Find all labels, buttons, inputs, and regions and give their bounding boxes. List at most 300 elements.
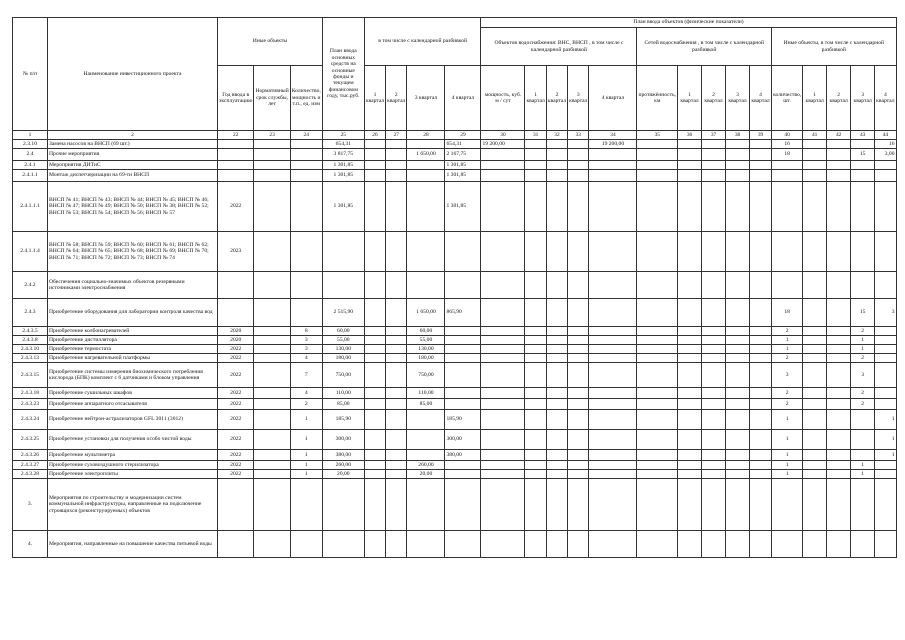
row-number-cell: 2.4 <box>13 149 48 161</box>
value-cell <box>481 531 525 558</box>
value-cell <box>702 430 726 450</box>
value-cell: 1 301,85 <box>322 161 364 170</box>
value-cell <box>218 531 254 558</box>
value-cell <box>481 149 525 161</box>
value-cell <box>364 450 385 461</box>
value-cell <box>254 388 290 399</box>
value-cell <box>407 232 445 272</box>
value-cell <box>851 531 875 558</box>
value-cell: 55,00 <box>407 336 445 345</box>
value-cell <box>827 149 851 161</box>
value-cell <box>386 182 407 232</box>
value-cell <box>750 299 772 327</box>
table-row <box>13 182 897 232</box>
value-cell <box>637 470 678 479</box>
value-cell <box>290 299 322 327</box>
project-name-cell: Приобретение мультиметра <box>48 450 218 461</box>
value-cell <box>407 170 445 182</box>
column-number: 39 <box>750 131 772 140</box>
value-cell <box>525 531 546 558</box>
value-cell <box>772 161 803 170</box>
value-cell <box>546 470 567 479</box>
value-cell: 2 <box>772 388 803 399</box>
value-cell <box>364 149 385 161</box>
value-cell <box>568 399 589 410</box>
value-cell <box>254 461 290 470</box>
value-cell <box>445 232 481 272</box>
value-cell: 654,31 <box>322 140 364 149</box>
value-cell <box>568 149 589 161</box>
project-name-cell: Приобретение системы измерения биохимического потребления кислорода (БПК) комплект с 6 датчиками и блоком управления <box>48 363 218 388</box>
value-cell: 2022 <box>218 363 254 388</box>
value-cell: 15 <box>851 149 875 161</box>
value-cell: 2022 <box>218 354 254 363</box>
value-cell: 20,00 <box>407 470 445 479</box>
value-cell <box>827 531 851 558</box>
value-cell <box>827 345 851 354</box>
column-number: 34 <box>589 131 637 140</box>
value-cell <box>290 140 322 149</box>
value-cell <box>875 388 896 399</box>
value-cell <box>407 140 445 149</box>
table-row <box>13 479 897 531</box>
value-cell <box>218 170 254 182</box>
value-cell <box>726 140 750 149</box>
value-cell <box>445 479 481 531</box>
value-cell <box>364 363 385 388</box>
value-cell <box>254 430 290 450</box>
value-cell <box>525 327 546 336</box>
header-other-q2: 2 квартал <box>827 66 851 131</box>
value-cell: 2 <box>851 399 875 410</box>
value-cell <box>637 140 678 149</box>
header-net-q4: 4 квартал <box>750 66 772 131</box>
column-number: 40 <box>772 131 803 140</box>
value-cell <box>568 161 589 170</box>
project-name-cell: Приобретение колбонагревателей <box>48 327 218 336</box>
header-q2: 2 квартал <box>386 66 407 131</box>
value-cell <box>445 336 481 345</box>
value-cell <box>386 410 407 430</box>
value-cell <box>589 149 637 161</box>
value-cell <box>364 345 385 354</box>
value-cell <box>726 531 750 558</box>
value-cell <box>386 388 407 399</box>
value-cell <box>637 531 678 558</box>
value-cell: 1 <box>290 410 322 430</box>
value-cell <box>750 470 772 479</box>
value-cell <box>546 450 567 461</box>
value-cell <box>254 170 290 182</box>
value-cell <box>254 470 290 479</box>
value-cell <box>364 232 385 272</box>
value-cell <box>702 149 726 161</box>
value-cell <box>750 161 772 170</box>
value-cell <box>386 140 407 149</box>
project-name-cell: Приобретение термостата <box>48 345 218 354</box>
value-cell <box>637 182 678 232</box>
header-network-objects: Сетей водоснабжения , в том числе с календарной разбивкой <box>637 28 772 66</box>
value-cell <box>803 461 827 470</box>
value-cell: 16 <box>875 140 896 149</box>
value-cell <box>637 232 678 272</box>
column-number: 38 <box>726 131 750 140</box>
header-water-q3: 3 квартал <box>568 66 589 131</box>
table-row <box>13 327 897 336</box>
value-cell: 1 <box>772 470 803 479</box>
value-cell <box>589 327 637 336</box>
value-cell <box>678 430 702 450</box>
column-numbers-row <box>13 131 897 140</box>
column-number: 22 <box>218 131 254 140</box>
value-cell <box>364 272 385 299</box>
value-cell <box>702 161 726 170</box>
value-cell: 300,00 <box>322 430 364 450</box>
value-cell <box>568 388 589 399</box>
value-cell <box>386 272 407 299</box>
value-cell <box>678 345 702 354</box>
value-cell <box>525 388 546 399</box>
value-cell <box>678 327 702 336</box>
value-cell <box>525 461 546 470</box>
value-cell <box>875 531 896 558</box>
table-row <box>13 272 897 299</box>
value-cell <box>772 479 803 531</box>
value-cell <box>803 354 827 363</box>
value-cell: 1 <box>772 410 803 430</box>
header-quantity: Количество, мощность и т.п., ед. изм <box>290 66 322 131</box>
value-cell <box>637 272 678 299</box>
header-other-q1: 1 квартал <box>803 66 827 131</box>
row-number-cell: 2.4.3.5 <box>13 327 48 336</box>
value-cell <box>407 430 445 450</box>
value-cell <box>546 430 567 450</box>
value-cell <box>875 399 896 410</box>
header-length: протяжённость, км <box>637 66 678 131</box>
value-cell <box>678 399 702 410</box>
value-cell <box>364 479 385 531</box>
value-cell <box>851 161 875 170</box>
value-cell <box>364 327 385 336</box>
value-cell <box>678 461 702 470</box>
value-cell <box>827 461 851 470</box>
value-cell <box>702 140 726 149</box>
value-cell <box>525 182 546 232</box>
value-cell <box>702 399 726 410</box>
value-cell <box>637 410 678 430</box>
value-cell <box>726 461 750 470</box>
value-cell <box>525 450 546 461</box>
value-cell <box>726 354 750 363</box>
value-cell <box>726 479 750 531</box>
value-cell <box>726 345 750 354</box>
value-cell <box>481 299 525 327</box>
value-cell <box>386 354 407 363</box>
column-number: 28 <box>407 131 445 140</box>
value-cell <box>827 232 851 272</box>
value-cell <box>637 450 678 461</box>
value-cell <box>386 363 407 388</box>
value-cell <box>364 140 385 149</box>
table-row <box>13 430 897 450</box>
value-cell <box>750 430 772 450</box>
value-cell <box>546 170 567 182</box>
value-cell <box>290 149 322 161</box>
project-name-cell: Замена насосов на ВНСП (69 шт.) <box>48 140 218 149</box>
value-cell: 1 <box>851 470 875 479</box>
value-cell <box>750 363 772 388</box>
value-cell: 3 817,75 <box>322 149 364 161</box>
value-cell <box>386 336 407 345</box>
value-cell <box>386 399 407 410</box>
table-row <box>13 461 897 470</box>
value-cell <box>546 410 567 430</box>
value-cell <box>726 470 750 479</box>
value-cell <box>386 450 407 461</box>
header-plan-objects: План ввода объектов (физические показатели) <box>481 18 896 28</box>
value-cell <box>254 140 290 149</box>
value-cell <box>637 399 678 410</box>
value-cell: 1 <box>290 470 322 479</box>
value-cell: 60,00 <box>322 327 364 336</box>
value-cell <box>254 299 290 327</box>
value-cell <box>254 450 290 461</box>
column-number: 25 <box>322 131 364 140</box>
project-name-cell: Приобретение оборудования для лаборатории контроля качества вод <box>48 299 218 327</box>
value-cell <box>546 345 567 354</box>
value-cell <box>525 479 546 531</box>
value-cell <box>525 470 546 479</box>
value-cell <box>827 170 851 182</box>
value-cell <box>851 430 875 450</box>
value-cell: 7 <box>290 363 322 388</box>
value-cell <box>589 388 637 399</box>
value-cell <box>726 299 750 327</box>
value-cell <box>218 299 254 327</box>
value-cell <box>481 336 525 345</box>
value-cell: 60,00 <box>407 327 445 336</box>
value-cell <box>803 336 827 345</box>
value-cell <box>875 232 896 272</box>
value-cell <box>407 161 445 170</box>
project-name-cell: ВНСП № 58; ВНСП № 59; ВНСП № 60; ВНСП № 61; ВНСП № 62; ВНСП № 64; ВНСП № 65; ВНСП № 68; ВНСП № 69; ВНСП № 70; ВНСП № 71; ВНСП № 72; ВНСП № 73; ВНСП № 74 <box>48 232 218 272</box>
value-cell: 2 167,75 <box>445 149 481 161</box>
value-cell <box>772 272 803 299</box>
value-cell <box>678 232 702 272</box>
value-cell: 260,00 <box>322 461 364 470</box>
value-cell <box>568 531 589 558</box>
value-cell: 15 <box>851 299 875 327</box>
value-cell <box>386 430 407 450</box>
value-cell <box>803 450 827 461</box>
value-cell <box>875 461 896 470</box>
project-name-cell: Прочие мероприятия <box>48 149 218 161</box>
value-cell <box>481 170 525 182</box>
value-cell <box>525 363 546 388</box>
value-cell <box>702 272 726 299</box>
value-cell: 865,90 <box>445 299 481 327</box>
value-cell <box>568 470 589 479</box>
value-cell <box>407 272 445 299</box>
value-cell <box>875 479 896 531</box>
value-cell <box>750 327 772 336</box>
table-row <box>13 140 897 149</box>
value-cell <box>254 161 290 170</box>
value-cell <box>364 399 385 410</box>
value-cell <box>875 470 896 479</box>
table-row <box>13 299 897 327</box>
header-other-by-quarter: Иные объекты, в том числе с календарной разбивкой <box>772 28 896 66</box>
value-cell <box>546 272 567 299</box>
value-cell <box>254 272 290 299</box>
value-cell: 380,00 <box>322 450 364 461</box>
value-cell <box>851 410 875 430</box>
value-cell: 3 <box>851 363 875 388</box>
value-cell <box>803 182 827 232</box>
value-cell: 110,00 <box>322 388 364 399</box>
row-number-cell: 2.4.3.25 <box>13 430 48 450</box>
table-row <box>13 399 897 410</box>
value-cell <box>678 354 702 363</box>
value-cell <box>875 363 896 388</box>
value-cell <box>678 410 702 430</box>
column-number: 32 <box>546 131 567 140</box>
value-cell: 180,00 <box>407 354 445 363</box>
value-cell <box>568 430 589 450</box>
value-cell <box>750 450 772 461</box>
table-row <box>13 345 897 354</box>
value-cell <box>254 354 290 363</box>
value-cell <box>803 399 827 410</box>
value-cell <box>827 410 851 430</box>
value-cell <box>254 232 290 272</box>
value-cell <box>386 232 407 272</box>
value-cell <box>568 461 589 470</box>
column-number: 36 <box>678 131 702 140</box>
value-cell <box>678 299 702 327</box>
value-cell <box>875 345 896 354</box>
value-cell <box>322 232 364 272</box>
value-cell <box>254 479 290 531</box>
value-cell <box>678 170 702 182</box>
row-number-cell: 2.4.3.26 <box>13 450 48 461</box>
table-row <box>13 336 897 345</box>
value-cell <box>827 327 851 336</box>
value-cell: 2 <box>290 399 322 410</box>
value-cell: 2022 <box>218 410 254 430</box>
header-other-q3: 3 квартал <box>851 66 875 131</box>
value-cell: 1 <box>772 345 803 354</box>
value-cell <box>702 470 726 479</box>
value-cell <box>546 182 567 232</box>
value-cell <box>726 336 750 345</box>
row-number-cell: 2.4.3 <box>13 299 48 327</box>
value-cell <box>568 336 589 345</box>
value-cell: 1 <box>772 336 803 345</box>
value-cell <box>772 170 803 182</box>
value-cell <box>589 299 637 327</box>
value-cell <box>726 272 750 299</box>
value-cell <box>546 388 567 399</box>
row-number-cell: 2.4.3.18 <box>13 388 48 399</box>
value-cell <box>803 327 827 336</box>
value-cell <box>851 182 875 232</box>
value-cell <box>637 430 678 450</box>
value-cell <box>445 327 481 336</box>
value-cell: 2 <box>851 388 875 399</box>
table-row <box>13 354 897 363</box>
value-cell <box>254 182 290 232</box>
value-cell <box>445 345 481 354</box>
value-cell <box>290 232 322 272</box>
value-cell: 1 <box>851 336 875 345</box>
value-cell <box>546 461 567 470</box>
row-number-cell: 2.4.3.13 <box>13 354 48 363</box>
value-cell <box>364 336 385 345</box>
value-cell <box>481 363 525 388</box>
value-cell: 750,00 <box>407 363 445 388</box>
project-name-cell: Приобретение электроплиты <box>48 470 218 479</box>
value-cell: 2022 <box>218 430 254 450</box>
value-cell <box>589 336 637 345</box>
value-cell <box>290 272 322 299</box>
value-cell: 19 200,00 <box>481 140 525 149</box>
value-cell <box>678 450 702 461</box>
value-cell <box>546 399 567 410</box>
value-cell: 1 <box>851 461 875 470</box>
value-cell: 1 <box>851 345 875 354</box>
value-cell <box>254 149 290 161</box>
value-cell <box>726 170 750 182</box>
value-cell <box>481 430 525 450</box>
value-cell: 2022 <box>218 399 254 410</box>
value-cell <box>851 272 875 299</box>
value-cell <box>481 327 525 336</box>
value-cell <box>803 170 827 182</box>
value-cell: 300,00 <box>445 430 481 450</box>
row-number-cell: 2.4.1.1.4 <box>13 232 48 272</box>
value-cell <box>445 461 481 470</box>
value-cell <box>386 149 407 161</box>
value-cell <box>364 170 385 182</box>
header-plan-funds: План ввода основных средств на основные фонды и текущем финансовом году, тыс.руб. <box>322 18 364 131</box>
value-cell: 85,00 <box>322 399 364 410</box>
value-cell <box>875 161 896 170</box>
value-cell <box>364 531 385 558</box>
value-cell <box>254 327 290 336</box>
value-cell <box>726 388 750 399</box>
value-cell <box>726 182 750 232</box>
value-cell <box>827 161 851 170</box>
value-cell: 1 650,00 <box>407 149 445 161</box>
value-cell <box>637 170 678 182</box>
value-cell <box>750 388 772 399</box>
row-number-cell: 2.4.3.27 <box>13 461 48 470</box>
value-cell: 3 <box>290 345 322 354</box>
table-row <box>13 450 897 461</box>
value-cell <box>750 345 772 354</box>
value-cell <box>218 140 254 149</box>
value-cell: 750,00 <box>322 363 364 388</box>
value-cell: 1 <box>875 430 896 450</box>
value-cell: 130,00 <box>322 345 364 354</box>
value-cell <box>827 272 851 299</box>
value-cell: 2022 <box>218 461 254 470</box>
value-cell <box>702 345 726 354</box>
value-cell <box>803 299 827 327</box>
column-number: 41 <box>803 131 827 140</box>
value-cell <box>637 461 678 470</box>
